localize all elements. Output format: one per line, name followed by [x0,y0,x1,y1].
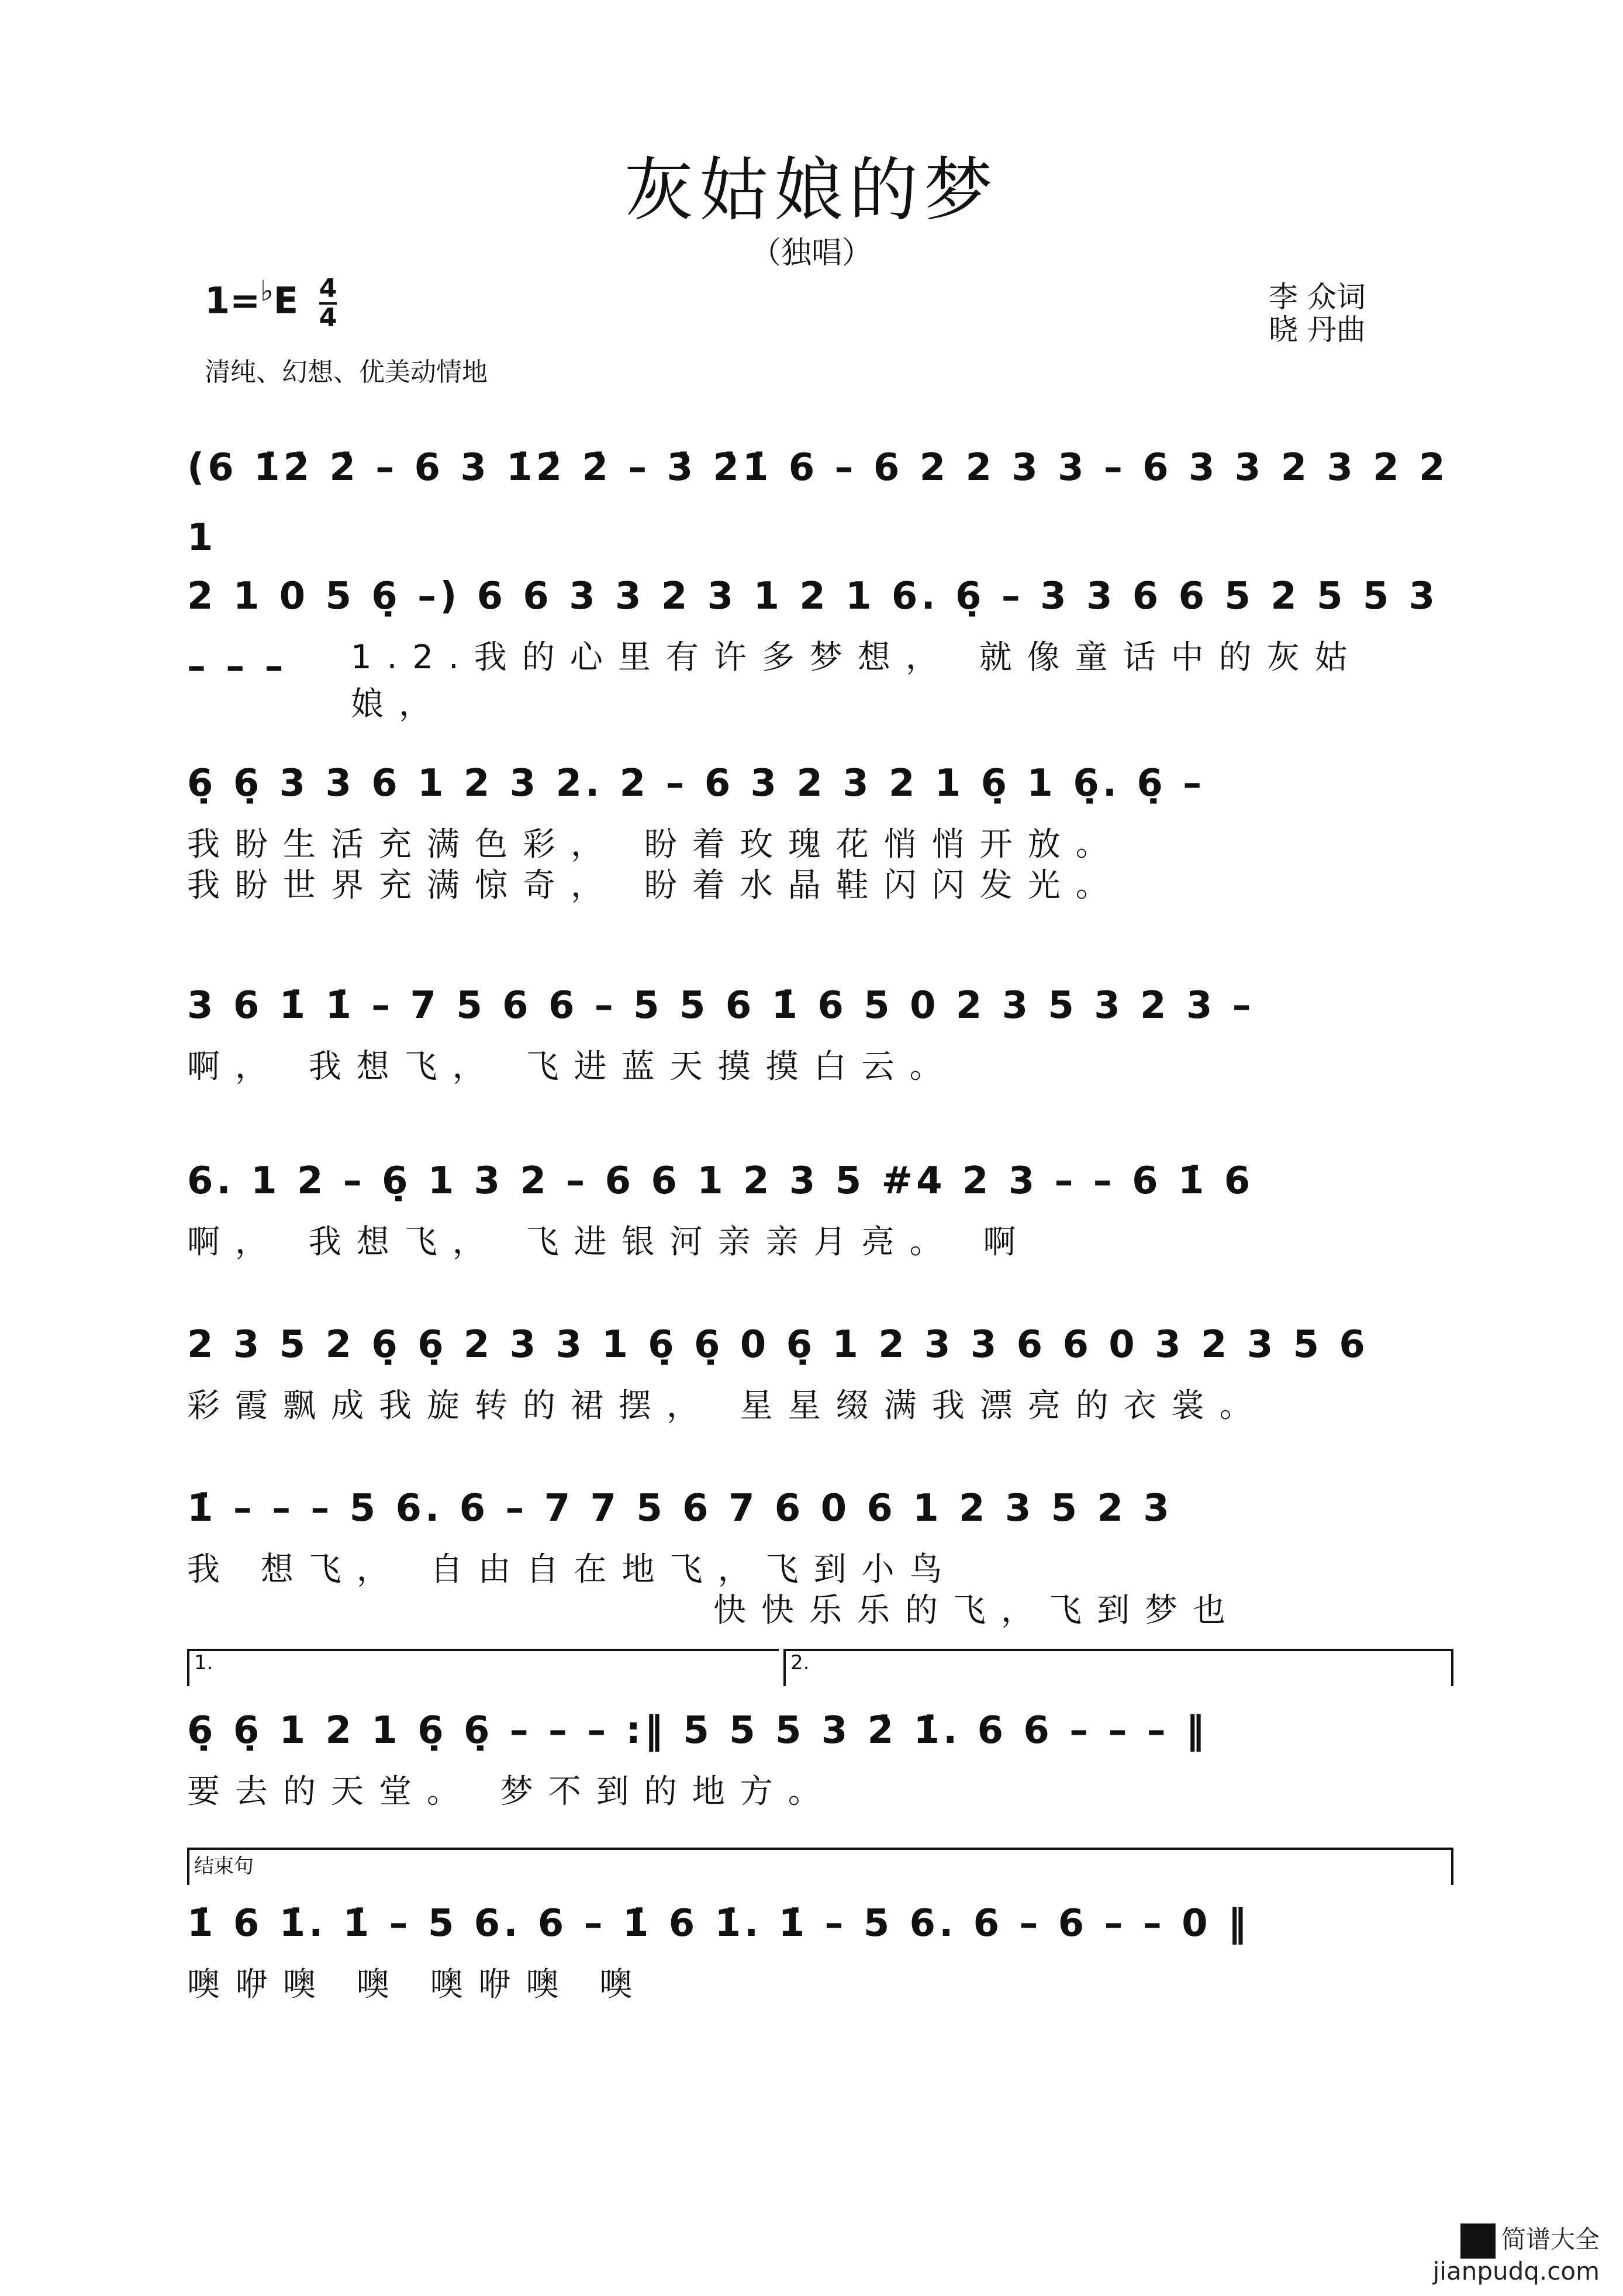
coda-bracket [187,1848,1453,1885]
song-subtitle: （独唱） [750,236,872,271]
notation-line: 3 6 1̇ 1̇ – 7 5 6 6 – 5 5 6 1̇ 6 5 0 2 3 5 3 2 3 – [187,984,1255,1027]
notation-line: 6. 1 2 – 6̣ 1 3 2 – 6 6 1 2 3 5 #4 2 3 – – 6 1̇ 6 [187,1159,1254,1203]
lyric-line: 啊， 我想飞， 飞进蓝天摸摸白云。 [187,1048,958,1086]
tempo-mark: 清纯、幻想、优美动情地 [205,357,488,387]
second-ending-label: 2. [790,1651,810,1674]
lyric-line: 啊， 我想飞， 飞进银河亲亲月亮。 啊 [187,1223,1031,1261]
notation-line: 2 3 5 2 6̣ 6̣ 2 3 3 1 6̣ 6̣ 0 6̣ 1 2 3 3 6 6 0 3 2 3 5 6 [187,1323,1369,1366]
notation-line: (6 1̇2̇ 2̇ – 6 3 1̇2̇ 2̇ – 3̇ 2̇1̇ 6 – 6 2 2 3 3 – 6 3 3 2 3 2 2 1 [187,446,1449,560]
notation-line: 6̣ 6̣ 3 3 6 1 2 3 2. 2 – 6 3 2 3 2 1 6̣ 1 6̣. 6̣ – [187,762,1206,805]
lyric-line-1: 我 想飞， 自由自在地飞，飞到小鸟 [187,1551,958,1589]
lyricist: 李 众词 [1269,280,1366,314]
lyric-line-2: 我盼世界充满惊奇， 盼着水晶鞋闪闪发光。 [187,866,1124,904]
notation-line: 1̇ 6 1̇. 1̇ – 5 6. 6 – 1̇ 6 1̇. 1̇ – 5 6. 6 – 6 – – 0 ‖ [187,1902,1250,1945]
watermark-logo-icon [1460,2224,1496,2259]
time-signature-bottom: 4 [319,302,337,333]
coda-label: 结束句 [194,1855,254,1878]
watermark-name: 简谱大全 [1501,2225,1600,2254]
notation-line: 2 1 0 5 6̣ –) 6 6 3 3 2 3 1 2 1 6. 6̣ – 3 3 6 6 5 2 5 5 3 – – – [187,575,1439,688]
notation-line: 1̇ – – – 5 6. 6 – 7 7 5 6 7 6 0 6 1 2 3 5 2 3 [187,1487,1173,1530]
lyric-line: 要去的天堂。 梦不到的地方。 [187,1773,836,1811]
lyric-line-1: 我盼生活充满色彩， 盼着玫瑰花悄悄开放。 [187,826,1124,864]
song-title: 灰姑娘的梦 [624,150,999,230]
first-ending-label: 1. [194,1651,213,1674]
second-ending-bracket [783,1649,1453,1686]
watermark-url: jianpudq.com [1432,2257,1600,2285]
composer: 晓 丹曲 [1269,313,1366,347]
time-signature-top: 4 [319,273,337,303]
first-ending-bracket [187,1649,779,1686]
lyric-line: 彩霞飘成我旋转的裙摆， 星星缀满我漂亮的衣裳。 [187,1387,1268,1425]
time-signature [319,275,337,332]
flat-sign: ♭ [260,275,274,308]
key-note: E [273,279,299,322]
key-signature [205,275,337,332]
key-prefix: 1= [205,279,261,322]
lyric-line: 噢咿噢 噢 噢咿噢 噢 [187,1966,648,2004]
notation-line: 6̣ 6̣ 1 2 1 6̣ 6̣ – – – :‖ 5 5 5 3 2̇ 1̇. 6 6 – – – ‖ [187,1709,1208,1752]
lyric-line-2: 快快乐乐的飞，飞到梦也 [713,1591,1241,1629]
watermark [1433,2224,1600,2284]
credits [1269,281,1366,346]
lyric-line: 1.2.我的心里有许多梦想， 就像童话中的灰姑娘， [351,638,1363,723]
